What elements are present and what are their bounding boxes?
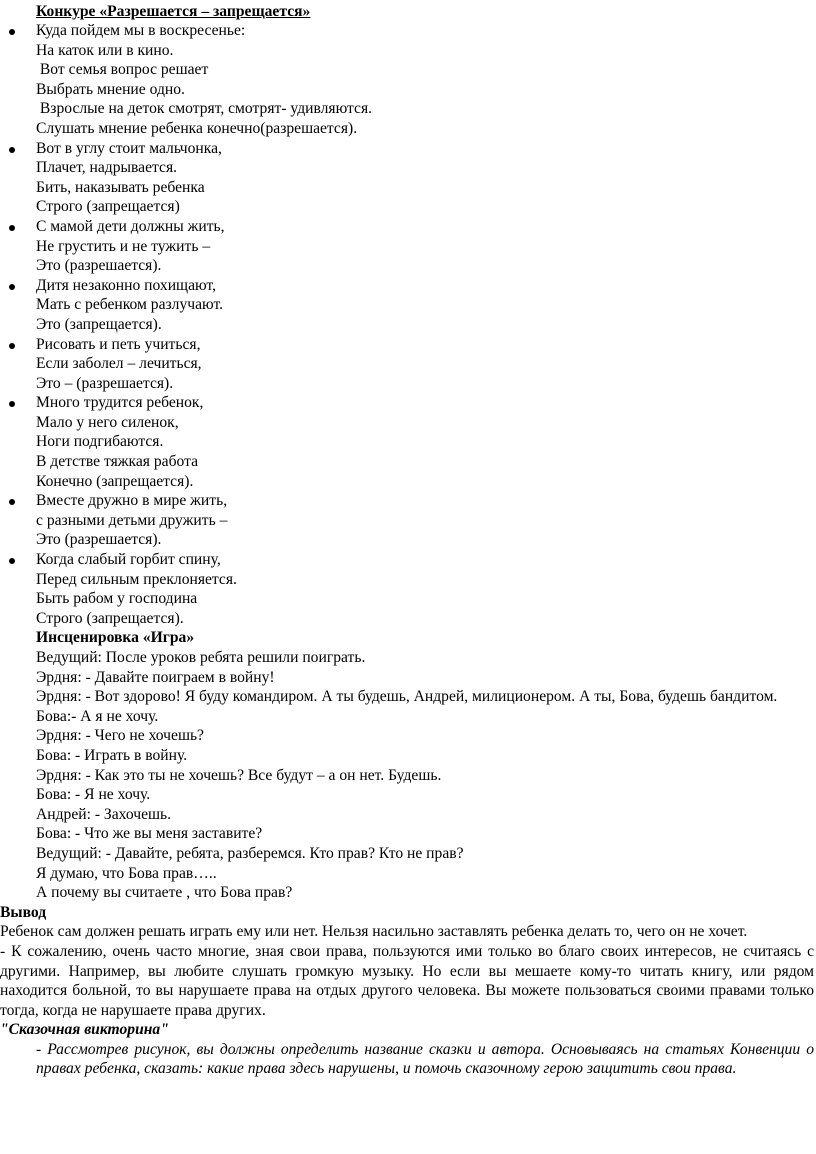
poem-stanza bbox=[0, 335, 816, 394]
poem-stanza bbox=[0, 550, 816, 628]
stanza-line: Бить, наказывать ребенка bbox=[36, 178, 205, 196]
stanza-line: Если заболел – лечиться, bbox=[36, 355, 202, 373]
stanza-line: Дитя незаконно похищают, bbox=[36, 276, 216, 294]
bullet-icon bbox=[9, 147, 15, 153]
stanza-line: Когда слабый горбит спину, bbox=[36, 551, 221, 569]
bullet-icon bbox=[9, 225, 15, 231]
stanza-line: Плачет, надрывается. bbox=[36, 159, 178, 177]
stanza-line: Вместе дружно в мире жить, bbox=[36, 492, 228, 510]
bullet-icon bbox=[9, 499, 15, 505]
stanza-line: Много трудится ребенок, bbox=[36, 394, 204, 412]
dialogue-line: Бова:- А я не хочу. bbox=[36, 707, 159, 725]
contest-title: Конкуре «Разрешается – запрещается» bbox=[36, 3, 311, 20]
stanza-line: Это (разрешается). bbox=[36, 531, 162, 549]
dialogue-line: Я думаю, что Бова прав….. bbox=[36, 864, 217, 882]
dialogue-line: Бова: - Я не хочу. bbox=[36, 786, 151, 804]
stanza-line: Мать с ребенком разлучают. bbox=[36, 296, 223, 314]
bullet-icon bbox=[9, 284, 15, 290]
bullet-icon bbox=[9, 401, 15, 407]
stanza-line: На каток или в кино. bbox=[36, 41, 174, 59]
dialogue-line: Ведущий: После уроков ребята решили поиграть. bbox=[36, 649, 366, 666]
stanza-line: Вот в углу стоит мальчонка, bbox=[36, 139, 222, 157]
dialogue-line: Эрдня: - Вот здорово! Я буду командиром. А ты будешь, Андрей, милиционером. А ты, Бова, будешь бандитом. bbox=[36, 688, 778, 706]
skit-title: Инсценировка «Игра» bbox=[36, 629, 195, 647]
conclusion-paragraph: Ребенок сам должен решать играть ему или нет. Нельзя насильно заставлять ребенка делать то, чего он не хочет. bbox=[0, 923, 748, 941]
poem-stanza bbox=[0, 139, 816, 217]
stanza-line: Не грустить и не тужить – bbox=[36, 237, 211, 255]
stanza-line: Перед сильным преклоняется. bbox=[36, 570, 237, 588]
bullet-icon bbox=[9, 29, 15, 35]
stanza-line: Взрослые на деток смотрят, смотрят- удивляются. bbox=[36, 100, 373, 118]
dialogue-line: Андрей: - Захочешь. bbox=[36, 805, 172, 823]
poem-stanza bbox=[0, 21, 816, 139]
bullet-icon bbox=[9, 343, 15, 349]
stanza-list bbox=[0, 21, 816, 1079]
stanza-line: Строго (запрещается). bbox=[36, 609, 184, 627]
quiz-text: - Рассмотрев рисунок, вы должны определить название сказки и автора. Основываясь на статьях Конвенции о правах ребенка, сказать: какие права здесь нарушены, и помочь сказочному герою защитить свои права. bbox=[36, 1040, 814, 1078]
stanza-line: Это (запрещается). bbox=[36, 315, 162, 333]
stanza-line: Это – (разрешается). bbox=[36, 374, 174, 392]
stanza-line: Вот семья вопрос решает bbox=[36, 61, 209, 79]
dialogue-line: Эрдня: - Давайте поиграем в войну! bbox=[36, 668, 275, 686]
stanza-line: Рисовать и петь учиться, bbox=[36, 335, 201, 353]
poem-stanza bbox=[0, 217, 816, 276]
dialogue-line: А почему вы считаете , что Бова прав? bbox=[36, 884, 293, 902]
stanza-line: Конечно (запрещается). bbox=[36, 472, 194, 490]
stanza-line: Мало у него силенок, bbox=[36, 413, 179, 431]
stanza-line: Это (разрешается). bbox=[36, 257, 162, 275]
stanza-line: Выбрать мнение одно. bbox=[36, 80, 185, 98]
poem-stanza bbox=[0, 393, 816, 491]
dialogue-line: Ведущий: - Давайте, ребята, разберемся. Кто прав? Кто не прав? bbox=[36, 844, 464, 862]
skit-section bbox=[0, 628, 796, 902]
dialogue-line: Эрдня: - Как это ты не хочешь? Все будут – а он нет. Будешь. bbox=[36, 766, 442, 784]
quiz-title: "Сказочная викторина" bbox=[0, 1021, 169, 1039]
stanza-line: Куда пойдем мы в воскресенье: bbox=[36, 22, 246, 39]
conclusion-section bbox=[0, 903, 814, 1079]
dialogue-line: Бова: - Что же вы меня заставите? bbox=[36, 825, 263, 843]
conclusion-title: Вывод bbox=[0, 903, 47, 921]
stanza-line: с разными детьми дружить – bbox=[36, 511, 228, 529]
dialogue-line: Бова: - Играть в войну. bbox=[36, 746, 188, 764]
stanza-line: В детстве тяжкая работа bbox=[36, 453, 199, 471]
stanza-line: С мамой дети должны жить, bbox=[36, 217, 225, 235]
dialogue-line: Эрдня: - Чего не хочешь? bbox=[36, 727, 204, 745]
stanza-line: Слушать мнение ребенка конечно(разрешается). bbox=[36, 119, 358, 137]
conclusion-paragraph: - К сожалению, очень часто многие, зная свои права, пользуются ими только во благо своих интересов, не считаясь с другими. Например, вы любите слушать громкую музыку. Но если вы мешаете кому-то читать книгу, или рядом находится больной, то вы нарушаете права на отдых другого человека. Вы можете пользоваться своими правами только тогда, когда не нарушаете права других. bbox=[0, 942, 814, 1019]
bullet-icon bbox=[9, 558, 15, 564]
stanza-line: Строго (запрещается) bbox=[36, 198, 180, 216]
stanza-line: Быть рабом у господина bbox=[36, 590, 198, 608]
poem-stanza bbox=[0, 491, 816, 550]
poem-stanza bbox=[0, 276, 816, 335]
stanza-line: Ноги подгибаются. bbox=[36, 433, 164, 451]
